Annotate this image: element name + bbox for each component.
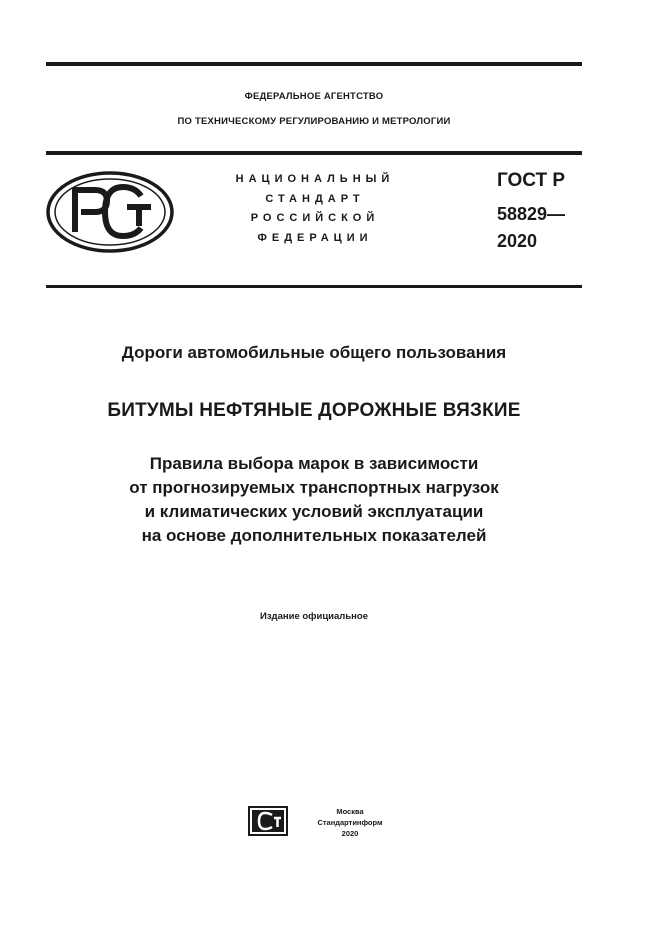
edition-label: Издание официальное	[260, 611, 368, 622]
agency-line-2: ПО ТЕХНИЧЕСКОМУ РЕГУЛИРОВАНИЮ И МЕТРОЛОГИИ	[177, 116, 451, 127]
standard-type-line-2: СТАНДАРТ	[265, 193, 365, 205]
standard-type-line-4: ФЕДЕРАЦИИ	[257, 232, 373, 244]
subtitle-line-1: Правила выбора марок в зависимости	[149, 454, 479, 473]
document-title: БИТУМЫ НЕФТЯНЫЕ ДОРОЖНЫЕ ВЯЗКИЕ	[107, 400, 521, 421]
publisher-city: Москва	[336, 807, 364, 816]
publisher-year: 2020	[341, 829, 359, 838]
publisher-name: Стандартинформ	[317, 818, 383, 827]
standard-type-line-1: НАЦИОНАЛЬНЫЙ	[235, 173, 395, 185]
standard-type-line-3: РОССИЙСКОЙ	[250, 212, 380, 224]
agency-line-1: ФЕДЕРАЛЬНОЕ АГЕНТСТВО	[244, 91, 384, 102]
designation-line-1: ГОСТ Р	[497, 170, 566, 191]
standartinform-logo-icon	[248, 806, 288, 836]
designation-line-2: 58829—	[497, 204, 566, 224]
document-subject: Дороги автомобильные общего пользования	[121, 343, 507, 362]
subtitle-line-3: и климатических условий эксплуатации	[144, 502, 484, 521]
subtitle-line-2: от прогнозируемых транспортных нагрузок	[129, 478, 499, 497]
subtitle-line-4: на основе дополнительных показателей	[141, 526, 487, 545]
designation-line-3: 2020	[497, 231, 538, 251]
middle-rule	[46, 151, 582, 155]
top-rule	[46, 62, 582, 66]
bottom-rule	[46, 285, 582, 288]
gost-r-logo-icon	[45, 170, 175, 254]
